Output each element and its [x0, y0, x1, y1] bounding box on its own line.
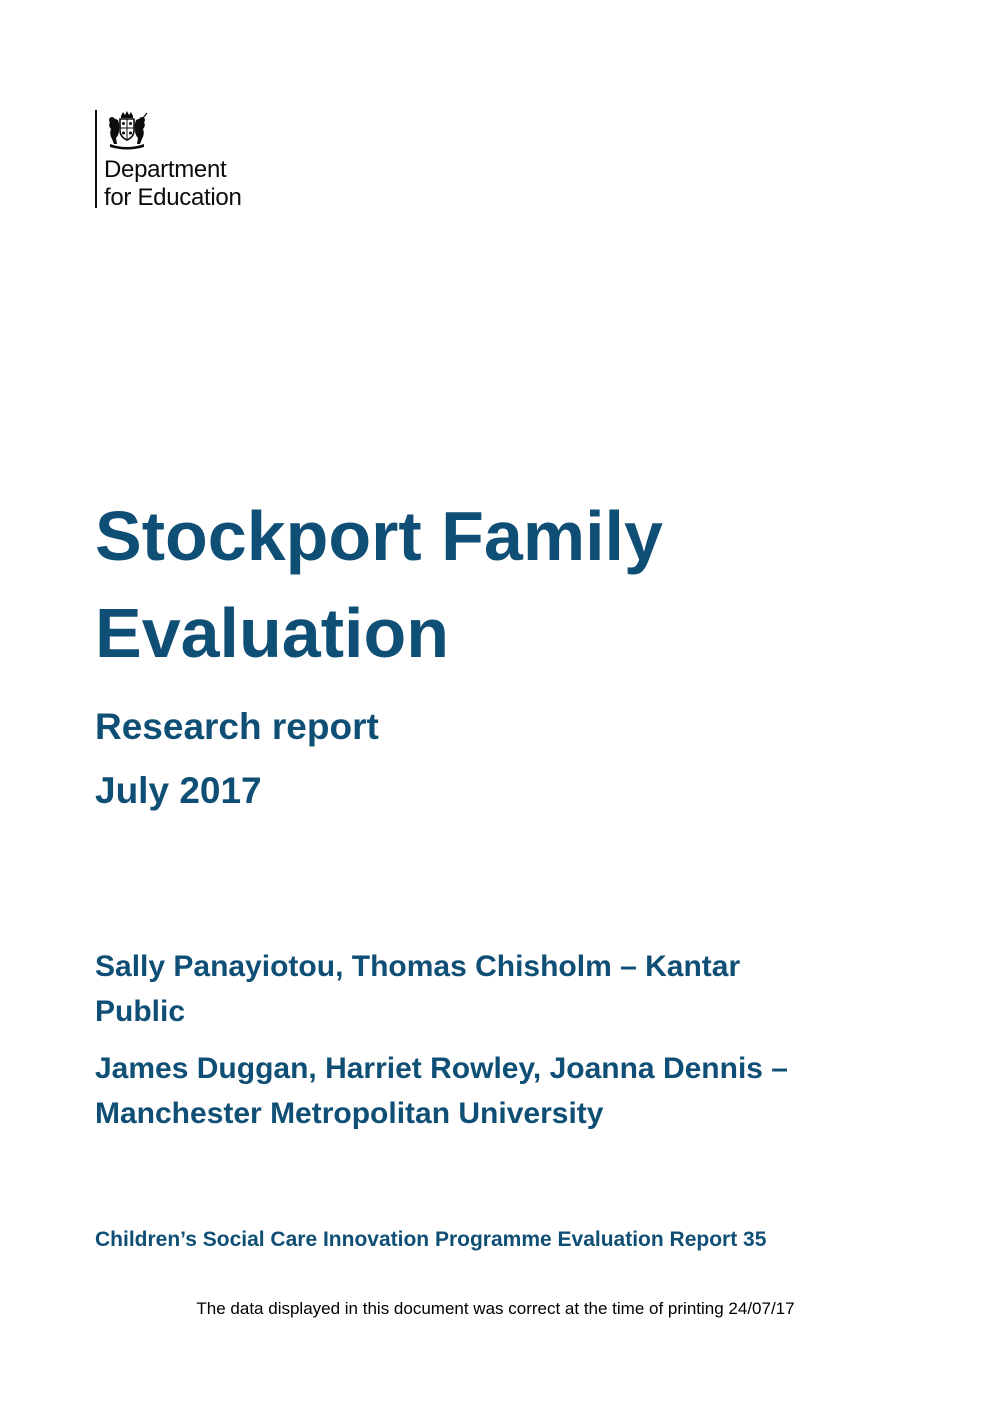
department-name-line-2: for Education: [104, 184, 242, 211]
authors-line: James Duggan, Harriet Rowley, Joanna Dennis –: [95, 1052, 788, 1085]
report-subtitle: Research report: [95, 706, 379, 747]
authors-kantar-public: [95, 944, 915, 1034]
report-title: [95, 488, 663, 682]
department-logo: [95, 110, 295, 211]
authors-line: Manchester Metropolitan University: [95, 1097, 604, 1130]
department-name-line-1: Department: [104, 156, 227, 183]
department-name: [104, 156, 242, 212]
logo-divider: [95, 110, 97, 208]
royal-coat-of-arms-icon: [104, 110, 150, 150]
report-series: Children’s Social Care Innovation Programme Evaluation Report 35: [95, 1228, 767, 1251]
report-title-line-2: Evaluation: [95, 594, 449, 672]
authors-line: Sally Panayiotou, Thomas Chisholm – Kantar: [95, 950, 741, 983]
report-date: July 2017: [95, 770, 262, 811]
printing-note: The data displayed in this document was correct at the time of printing 24/07/17: [196, 1299, 795, 1318]
report-title-line-1: Stockport Family: [95, 497, 663, 575]
authors-line: Public: [95, 995, 186, 1028]
authors-manchester-metropolitan: [95, 1046, 915, 1136]
